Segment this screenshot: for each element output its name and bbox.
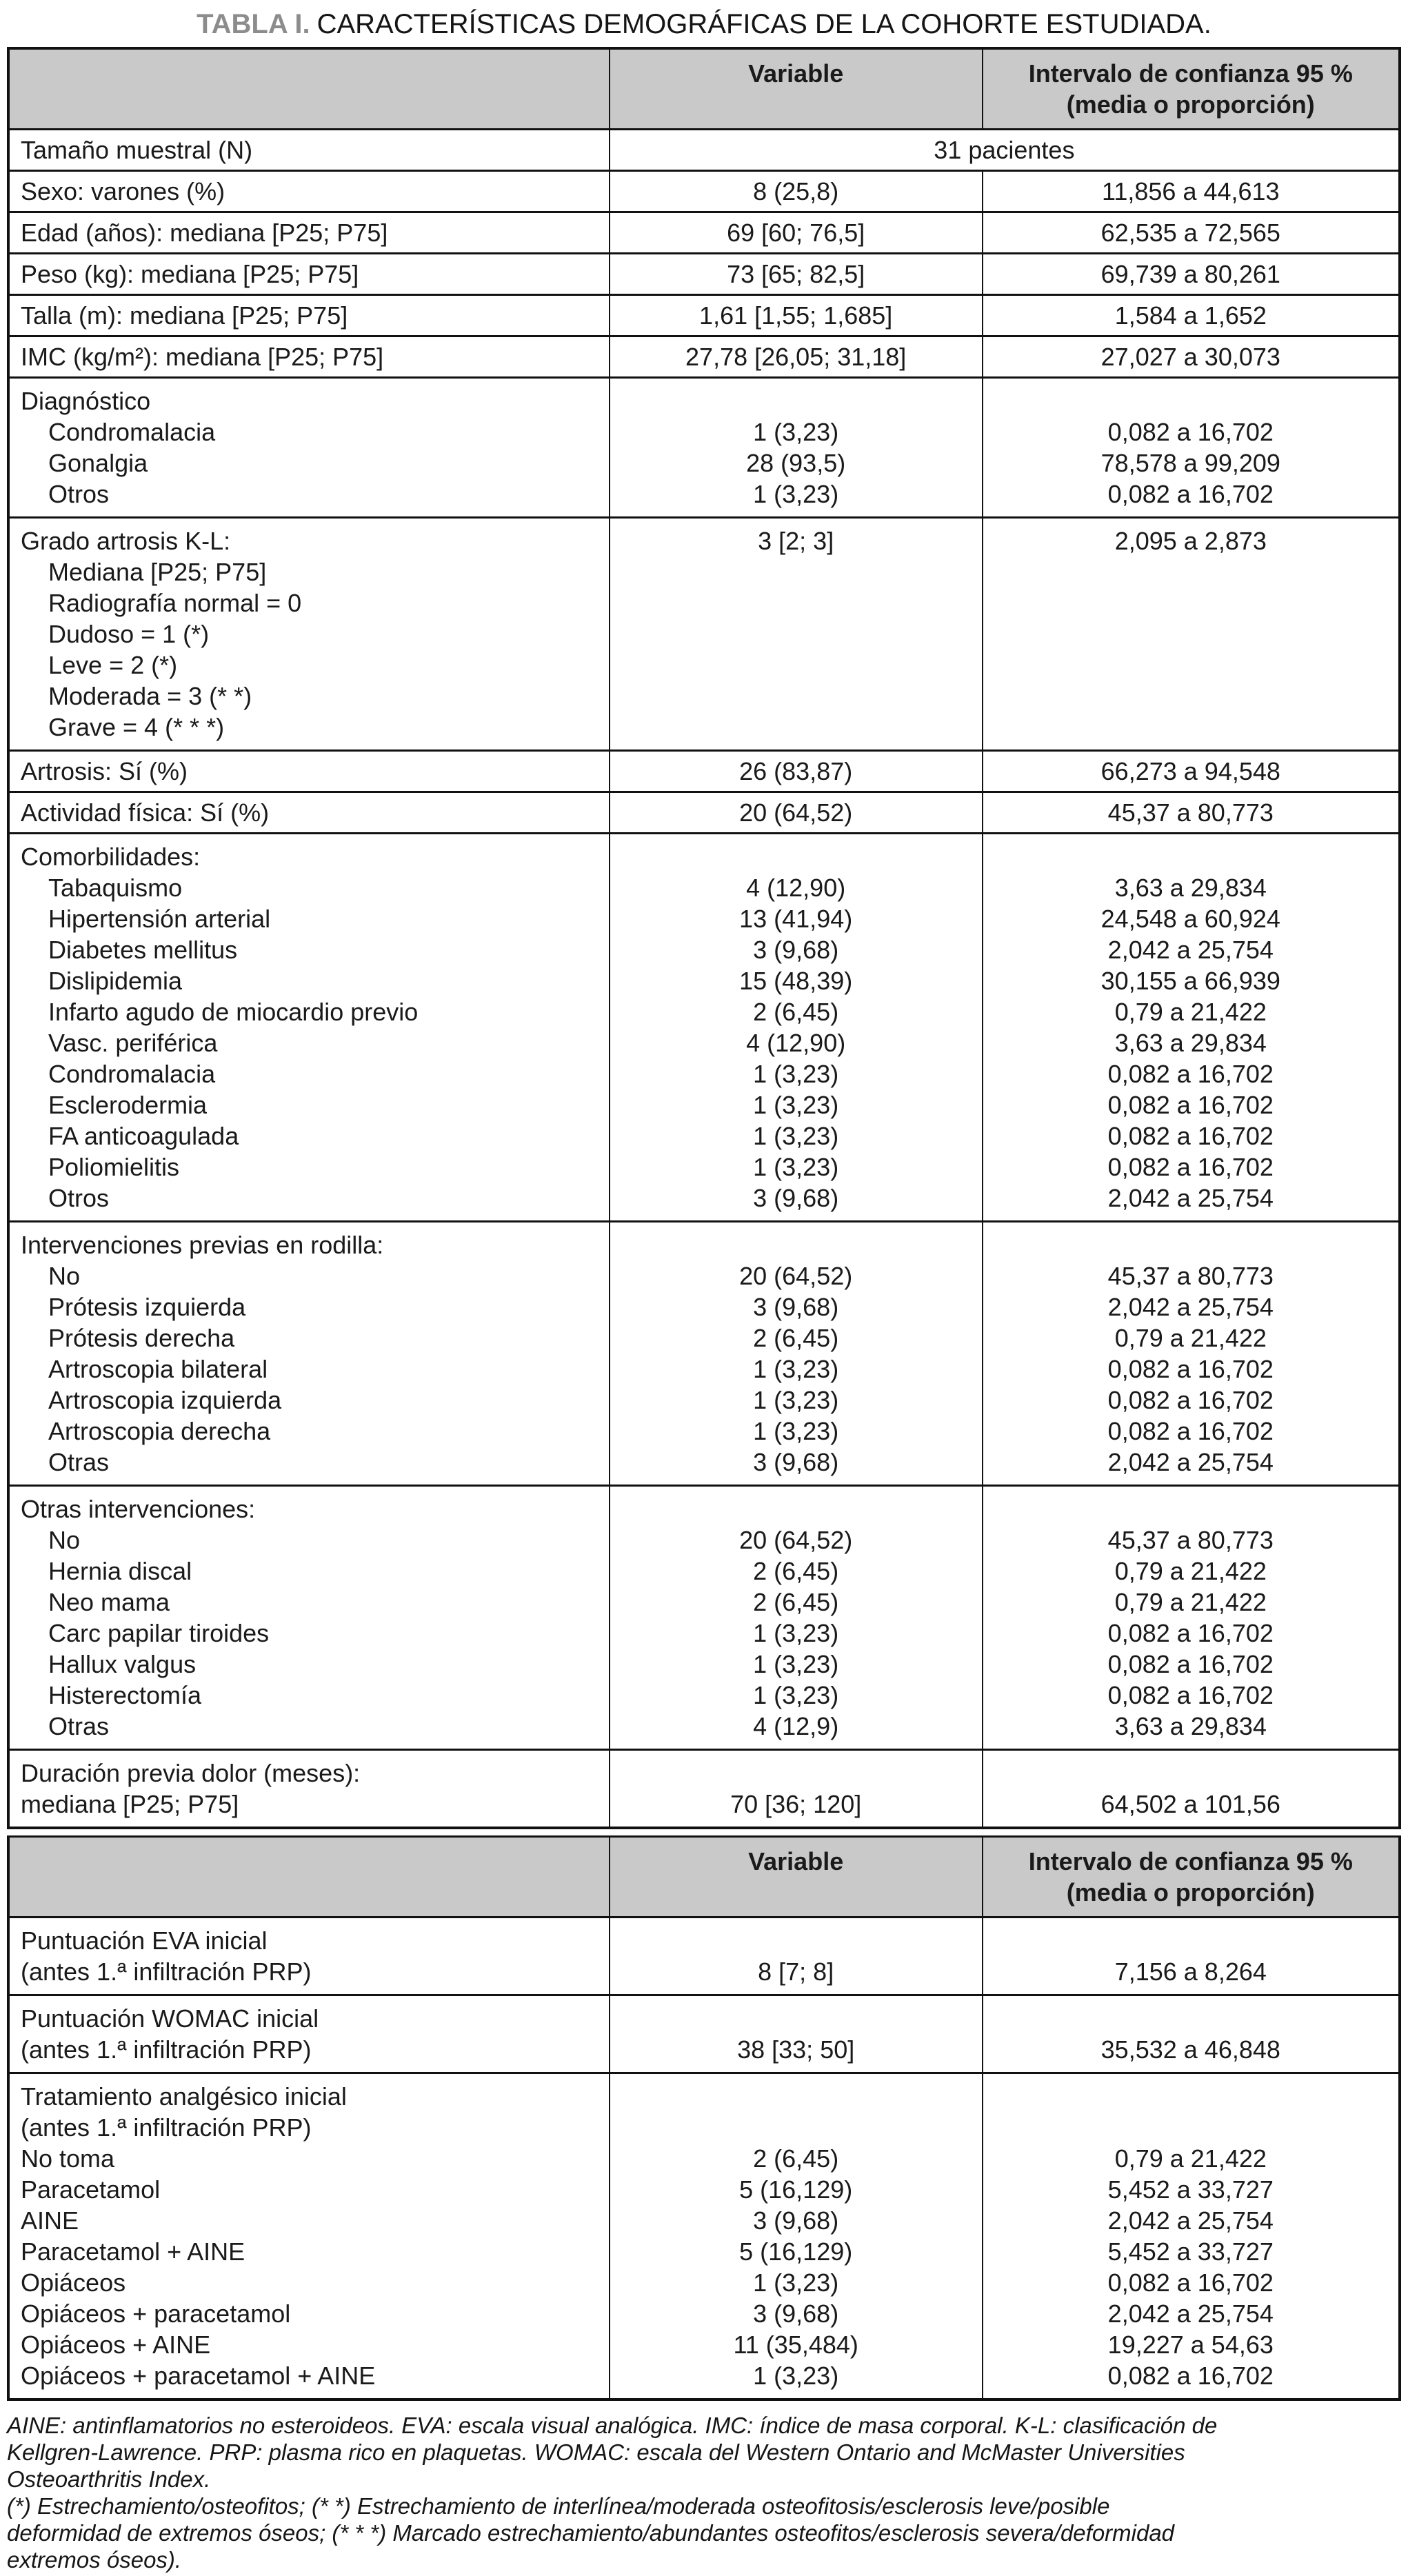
- row-value: 26 (83,87): [739, 757, 853, 785]
- page: [0, 8, 1408, 2573]
- table-row: [8, 378, 1400, 518]
- row-label: Neo mama: [48, 1588, 170, 1616]
- span-value-cell: [610, 130, 1400, 171]
- row-value: 20 (64,52): [739, 798, 853, 827]
- row-label: Vasc. periférica: [48, 1029, 218, 1057]
- table-row: [8, 2073, 1400, 2400]
- row-value: 1 (3,23): [753, 418, 839, 446]
- row-label: Tratamiento analgésico inicial: [21, 2082, 347, 2111]
- row-value: 3 (9,68): [753, 1293, 839, 1321]
- row-label: Opiáceos + paracetamol: [21, 2300, 291, 2328]
- header-empty-cell: [8, 1837, 610, 1918]
- label-cell: [8, 336, 610, 378]
- row-ci: 64,502 a 101,56: [1100, 1790, 1280, 1818]
- row-ci: 19,227 a 54,63: [1107, 2331, 1274, 2359]
- row-value: 1 (3,23): [753, 1681, 839, 1709]
- footnote-line: Osteoarthritis Index.: [7, 2466, 211, 2492]
- row-ci: 0,082 a 16,702: [1107, 1122, 1274, 1150]
- row-ci: 0,79 a 21,422: [1114, 1557, 1267, 1585]
- row-value: 3 (9,68): [753, 2300, 839, 2328]
- row-ci: 24,548 a 60,924: [1100, 905, 1280, 933]
- row-label: Otras intervenciones:: [21, 1495, 256, 1523]
- row-ci: 2,042 a 25,754: [1107, 936, 1274, 964]
- row-label: (antes 1.ª infiltración PRP): [21, 2035, 312, 2064]
- row-ci: 78,578 a 99,209: [1100, 449, 1280, 477]
- ci-cell: [983, 1222, 1400, 1486]
- row-label: Condromalacia: [48, 1060, 216, 1088]
- row-label: mediana [P25; P75]: [21, 1790, 239, 1818]
- row-value: 2 (6,45): [753, 2144, 839, 2173]
- row-ci: 0,082 a 16,702: [1107, 1060, 1274, 1088]
- row-value: 1 (3,23): [753, 1386, 839, 1414]
- row-value: 2 (6,45): [753, 1557, 839, 1585]
- row-ci: [994, 385, 1387, 416]
- row-ci: 62,535 a 72,565: [1100, 219, 1280, 247]
- header-ci-line: (media o proporción): [1066, 90, 1315, 119]
- ci-cell: [983, 792, 1400, 834]
- row-value: 27,78 [26,05; 31,18]: [685, 343, 907, 371]
- label-cell: [8, 171, 610, 212]
- footnote-line: Kellgren-Lawrence. PRP: plasma rico en plaquetas. WOMAC: escala del Western Ontario and McMaster Universities: [7, 2439, 1185, 2465]
- row-ci: 2,042 a 25,754: [1107, 1184, 1274, 1212]
- header-ci-line: (media o proporción): [1066, 1878, 1315, 1906]
- row-label: Dislipidemia: [48, 967, 183, 995]
- row-value: 3 (9,68): [753, 1448, 839, 1476]
- row-value: [621, 2112, 971, 2143]
- header-ci-line: Intervalo de confianza 95 %: [1028, 59, 1353, 88]
- row-label: Tabaquismo: [48, 874, 183, 902]
- row-value: 8 [7; 8]: [758, 1958, 834, 1986]
- row-ci: 0,082 a 16,702: [1107, 1619, 1274, 1647]
- row-value: [621, 1925, 971, 1956]
- row-value: 4 (12,90): [746, 874, 846, 902]
- row-ci: 0,082 a 16,702: [1107, 2268, 1274, 2297]
- variable-cell: [610, 254, 983, 295]
- row-ci: [994, 1925, 1387, 1956]
- row-ci: 7,156 a 8,264: [1114, 1958, 1267, 1986]
- variable-cell: [610, 378, 983, 518]
- row-ci: 0,082 a 16,702: [1107, 1153, 1274, 1181]
- row-label: Artroscopia derecha: [48, 1417, 271, 1445]
- label-cell: [8, 1995, 610, 2073]
- row-label: Paracetamol + AINE: [21, 2237, 245, 2266]
- row-value: [621, 841, 971, 872]
- demographic-table-lower: [7, 1835, 1401, 2401]
- variable-cell: [610, 295, 983, 336]
- row-value: 8 (25,8): [753, 177, 839, 205]
- label-cell: [8, 1750, 610, 1829]
- label-cell: [8, 518, 610, 751]
- table-row: [8, 254, 1400, 295]
- row-ci: 45,37 a 80,773: [1107, 1262, 1274, 1290]
- row-label: Paracetamol: [21, 2175, 161, 2204]
- ci-cell: [983, 212, 1400, 254]
- label-cell: [8, 792, 610, 834]
- row-value: [621, 681, 971, 712]
- row-value: 13 (41,94): [739, 905, 853, 933]
- footnote-line: (*) Estrechamiento/osteofitos; (* *) Estrechamiento de interlínea/moderada osteofitosis/esclerosis leve/posible: [7, 2493, 1110, 2519]
- row-ci: [994, 681, 1387, 712]
- row-ci: 3,63 a 29,834: [1114, 874, 1267, 902]
- row-ci: 35,532 a 46,848: [1100, 2035, 1280, 2064]
- ci-cell: [983, 834, 1400, 1222]
- row-label: Grado artrosis K-L:: [21, 527, 231, 555]
- table-title: [7, 8, 1401, 40]
- variable-cell: [610, 792, 983, 834]
- row-value: 3 [2; 3]: [758, 527, 834, 555]
- row-ci: 30,155 a 66,939: [1100, 967, 1280, 995]
- label-cell: [8, 378, 610, 518]
- table-row: [8, 792, 1400, 834]
- row-value: 5 (16,129): [739, 2175, 853, 2204]
- row-value: 3 (9,68): [753, 2206, 839, 2235]
- ci-cell: [983, 295, 1400, 336]
- row-value: [621, 385, 971, 416]
- row-ci: [994, 841, 1387, 872]
- row-ci: 5,452 a 33,727: [1107, 2175, 1274, 2204]
- ci-cell: [983, 1486, 1400, 1750]
- row-label: Talla (m): mediana [P25; P75]: [21, 301, 348, 330]
- row-ci: 0,082 a 16,702: [1107, 1417, 1274, 1445]
- row-value: 4 (12,90): [746, 1029, 846, 1057]
- table-row: [8, 1222, 1400, 1486]
- row-ci: 0,082 a 16,702: [1107, 1681, 1274, 1709]
- row-label: Poliomielitis: [48, 1153, 180, 1181]
- row-label: Opiáceos + paracetamol + AINE: [21, 2362, 376, 2390]
- row-ci: [994, 712, 1387, 743]
- row-label: Artroscopia bilateral: [48, 1355, 268, 1383]
- row-label: (antes 1.ª infiltración PRP): [21, 2113, 312, 2142]
- row-label: Dudoso = 1 (*): [48, 620, 210, 648]
- row-label: Edad (años): mediana [P25; P75]: [21, 219, 388, 247]
- row-value: 11 (35,484): [733, 2331, 858, 2359]
- row-ci: 0,79 a 21,422: [1114, 2144, 1267, 2173]
- row-ci: [994, 1493, 1387, 1525]
- ci-cell: [983, 1918, 1400, 1995]
- table-row: [8, 834, 1400, 1222]
- row-value: 1 (3,23): [753, 480, 839, 508]
- row-value: 38 [33; 50]: [737, 2035, 855, 2064]
- row-ci: [994, 1758, 1387, 1789]
- row-label: Comorbilidades:: [21, 843, 201, 871]
- row-value: 2 (6,45): [753, 1324, 839, 1352]
- row-ci: 2,042 a 25,754: [1107, 2206, 1274, 2235]
- row-ci: 2,042 a 25,754: [1107, 1448, 1274, 1476]
- row-value: 28 (93,5): [746, 449, 846, 477]
- row-label: Condromalacia: [48, 418, 216, 446]
- row-value: 1 (3,23): [753, 1355, 839, 1383]
- row-label: Opiáceos: [21, 2268, 126, 2297]
- row-value: 20 (64,52): [739, 1262, 853, 1290]
- header-empty-cell: [8, 48, 610, 130]
- ci-cell: [983, 518, 1400, 751]
- footnote-paragraph: [7, 2493, 1401, 2573]
- row-value: 1,61 [1,55; 1,685]: [699, 301, 893, 330]
- row-label: Infarto agudo de miocardio previo: [48, 998, 419, 1026]
- row-label: Duración previa dolor (meses):: [21, 1759, 361, 1787]
- footnote-line: deformidad de extremos óseos; (* * *) Marcado estrechamiento/abundantes osteofitos/esclerosis severa/deformidad: [7, 2520, 1175, 2546]
- row-ci: [994, 587, 1387, 618]
- row-label: FA anticoagulada: [48, 1122, 239, 1150]
- row-ci: [994, 556, 1387, 587]
- row-value: [621, 556, 971, 587]
- row-ci: 2,042 a 25,754: [1107, 2300, 1274, 2328]
- row-label: Tamaño muestral (N): [21, 136, 253, 164]
- row-value: 1 (3,23): [753, 1417, 839, 1445]
- row-ci: [994, 650, 1387, 681]
- row-label: IMC (kg/m²): mediana [P25; P75]: [21, 343, 384, 371]
- row-value: 3 (9,68): [753, 936, 839, 964]
- row-value: [621, 2003, 971, 2034]
- row-label: (antes 1.ª infiltración PRP): [21, 1958, 312, 1986]
- column-header-row: [8, 1837, 1400, 1918]
- row-value: [621, 1758, 971, 1789]
- table-title-number: TABLA I.: [197, 9, 310, 39]
- row-label: Carc papilar tiroides: [48, 1619, 270, 1647]
- ci-cell: [983, 2073, 1400, 2400]
- variable-cell: [610, 336, 983, 378]
- row-value: 1 (3,23): [753, 1122, 839, 1150]
- row-label: AINE: [21, 2206, 79, 2235]
- ci-cell: [983, 254, 1400, 295]
- row-value: 69 [60; 76,5]: [727, 219, 865, 247]
- row-value: 1 (3,23): [753, 1153, 839, 1181]
- variable-cell: [610, 212, 983, 254]
- row-ci: [994, 618, 1387, 650]
- demographic-table-upper: [7, 47, 1401, 1829]
- row-ci: 0,79 a 21,422: [1114, 1588, 1267, 1616]
- row-label: Mediana [P25; P75]: [48, 558, 267, 586]
- column-header-row: [8, 48, 1400, 130]
- row-value: 1 (3,23): [753, 1091, 839, 1119]
- label-cell: [8, 1486, 610, 1750]
- row-label: No: [48, 1262, 81, 1290]
- row-label: Otros: [48, 1184, 110, 1212]
- row-label: Intervenciones previas en rodilla:: [21, 1231, 384, 1259]
- row-value: 4 (12,9): [753, 1712, 839, 1740]
- row-label: Otras: [48, 1448, 110, 1476]
- table-row: [8, 212, 1400, 254]
- row-ci: 0,79 a 21,422: [1114, 1324, 1267, 1352]
- table-row: [8, 518, 1400, 751]
- table-row: [8, 336, 1400, 378]
- row-label: Diabetes mellitus: [48, 936, 238, 964]
- row-ci: 0,79 a 21,422: [1114, 998, 1267, 1026]
- label-cell: [8, 295, 610, 336]
- label-cell: [8, 2073, 610, 2400]
- row-label: Prótesis derecha: [48, 1324, 235, 1352]
- label-cell: [8, 254, 610, 295]
- row-label: Peso (kg): mediana [P25; P75]: [21, 260, 359, 288]
- variable-cell: [610, 751, 983, 792]
- row-ci: [994, 2003, 1387, 2034]
- variable-cell: [610, 1486, 983, 1750]
- row-label: Actividad física: Sí (%): [21, 798, 270, 827]
- row-ci: 11,856 a 44,613: [1102, 177, 1280, 205]
- row-ci: 0,082 a 16,702: [1107, 1091, 1274, 1119]
- row-label: Hipertensión arterial: [48, 905, 271, 933]
- row-value: [621, 1229, 971, 1260]
- row-label: Esclerodermia: [48, 1091, 208, 1119]
- row-label: Sexo: varones (%): [21, 177, 225, 205]
- label-cell: [8, 1918, 610, 1995]
- table-title-text: CARACTERÍSTICAS DEMOGRÁFICAS DE LA COHORTE ESTUDIADA.: [316, 9, 1211, 39]
- row-value: 3 (9,68): [753, 1184, 839, 1212]
- header-ci-cell: [983, 1837, 1400, 1918]
- header-variable-cell: Variable: [610, 1837, 983, 1918]
- row-label: No toma: [21, 2144, 115, 2173]
- row-ci: 45,37 a 80,773: [1107, 798, 1274, 827]
- row-label: Hernia discal: [48, 1557, 192, 1585]
- ci-cell: [983, 751, 1400, 792]
- header-ci-line: Intervalo de confianza 95 %: [1028, 1847, 1353, 1875]
- row-ci: 0,082 a 16,702: [1107, 1355, 1274, 1383]
- row-value: 1 (3,23): [753, 1650, 839, 1678]
- row-label: Gonalgia: [48, 449, 148, 477]
- variable-cell: [610, 518, 983, 751]
- row-ci: 27,027 a 30,073: [1100, 343, 1280, 371]
- row-value: 1 (3,23): [753, 1060, 839, 1088]
- row-value: [621, 712, 971, 743]
- row-value: 31 pacientes: [934, 136, 1075, 164]
- variable-cell: [610, 171, 983, 212]
- row-value: 70 [36; 120]: [730, 1790, 862, 1818]
- table-row: [8, 1995, 1400, 2073]
- row-label: No: [48, 1526, 81, 1554]
- row-ci: 5,452 a 33,727: [1107, 2237, 1274, 2266]
- table-row: [8, 1918, 1400, 1995]
- ci-cell: [983, 378, 1400, 518]
- variable-cell: [610, 834, 983, 1222]
- row-label: Artrosis: Sí (%): [21, 757, 188, 785]
- row-ci: 45,37 a 80,773: [1107, 1526, 1274, 1554]
- row-label: Puntuación WOMAC inicial: [21, 2004, 319, 2033]
- row-label: Grave = 4 (* * *): [48, 713, 225, 741]
- row-label: Radiografía normal = 0: [48, 589, 302, 617]
- row-ci: [994, 2112, 1387, 2143]
- row-value: 15 (48,39): [739, 967, 853, 995]
- variable-cell: [610, 2073, 983, 2400]
- label-cell: [8, 130, 610, 171]
- variable-cell: [610, 1995, 983, 2073]
- row-ci: 2,095 a 2,873: [1114, 527, 1267, 555]
- row-label: Prótesis izquierda: [48, 1293, 246, 1321]
- table-row: [8, 130, 1400, 171]
- row-value: [621, 587, 971, 618]
- row-value: 5 (16,129): [739, 2237, 853, 2266]
- label-cell: [8, 1222, 610, 1486]
- row-value: [621, 2081, 971, 2112]
- row-label: Otras: [48, 1712, 110, 1740]
- table-row: [8, 751, 1400, 792]
- row-label: Diagnóstico: [21, 387, 151, 415]
- row-value: 73 [65; 82,5]: [727, 260, 865, 288]
- header-variable-cell: Variable: [610, 48, 983, 130]
- header-ci-cell: [983, 48, 1400, 130]
- table-row: [8, 1750, 1400, 1829]
- row-label: Moderada = 3 (* *): [48, 682, 252, 710]
- row-label: Artroscopia izquierda: [48, 1386, 282, 1414]
- row-ci: 3,63 a 29,834: [1114, 1029, 1267, 1057]
- row-value: 1 (3,23): [753, 2268, 839, 2297]
- table-row: [8, 1486, 1400, 1750]
- row-value: 1 (3,23): [753, 1619, 839, 1647]
- row-ci: 3,63 a 29,834: [1114, 1712, 1267, 1740]
- row-ci: 69,739 a 80,261: [1100, 260, 1280, 288]
- ci-cell: [983, 171, 1400, 212]
- footnote-line: extremos óseos).: [7, 2547, 182, 2573]
- ci-cell: [983, 1995, 1400, 2073]
- row-value: [621, 618, 971, 650]
- ci-cell: [983, 336, 1400, 378]
- variable-cell: [610, 1750, 983, 1829]
- row-value: 2 (6,45): [753, 998, 839, 1026]
- row-label: Opiáceos + AINE: [21, 2331, 211, 2359]
- row-label: Leve = 2 (*): [48, 651, 178, 679]
- ci-cell: [983, 1750, 1400, 1829]
- row-ci: 0,082 a 16,702: [1107, 1386, 1274, 1414]
- footnote-paragraph: [7, 2412, 1401, 2493]
- row-label: Hallux valgus: [48, 1650, 197, 1678]
- row-value: [621, 1493, 971, 1525]
- row-label: Histerectomía: [48, 1681, 202, 1709]
- row-value: 1 (3,23): [753, 2362, 839, 2390]
- row-label: Puntuación EVA inicial: [21, 1926, 268, 1955]
- row-ci: 66,273 a 94,548: [1100, 757, 1280, 785]
- table-row: [8, 171, 1400, 212]
- row-ci: 0,082 a 16,702: [1107, 2362, 1274, 2390]
- row-ci: 0,082 a 16,702: [1107, 1650, 1274, 1678]
- row-ci: 1,584 a 1,652: [1114, 301, 1267, 330]
- variable-cell: [610, 1222, 983, 1486]
- label-cell: [8, 212, 610, 254]
- row-value: 20 (64,52): [739, 1526, 853, 1554]
- label-cell: [8, 751, 610, 792]
- row-value: 2 (6,45): [753, 1588, 839, 1616]
- row-value: [621, 650, 971, 681]
- footnote-line: AINE: antinflamatorios no esteroideos. EVA: escala visual analógica. IMC: índice de masa corporal. K-L: clasificación de: [7, 2413, 1218, 2438]
- variable-cell: [610, 1918, 983, 1995]
- label-cell: [8, 834, 610, 1222]
- row-label: Otros: [48, 480, 110, 508]
- row-ci: 0,082 a 16,702: [1107, 418, 1274, 446]
- row-ci: 2,042 a 25,754: [1107, 1293, 1274, 1321]
- table-row: [8, 295, 1400, 336]
- row-ci: [994, 1229, 1387, 1260]
- footnotes: [7, 2412, 1401, 2573]
- row-ci: 0,082 a 16,702: [1107, 480, 1274, 508]
- row-ci: [994, 2081, 1387, 2112]
